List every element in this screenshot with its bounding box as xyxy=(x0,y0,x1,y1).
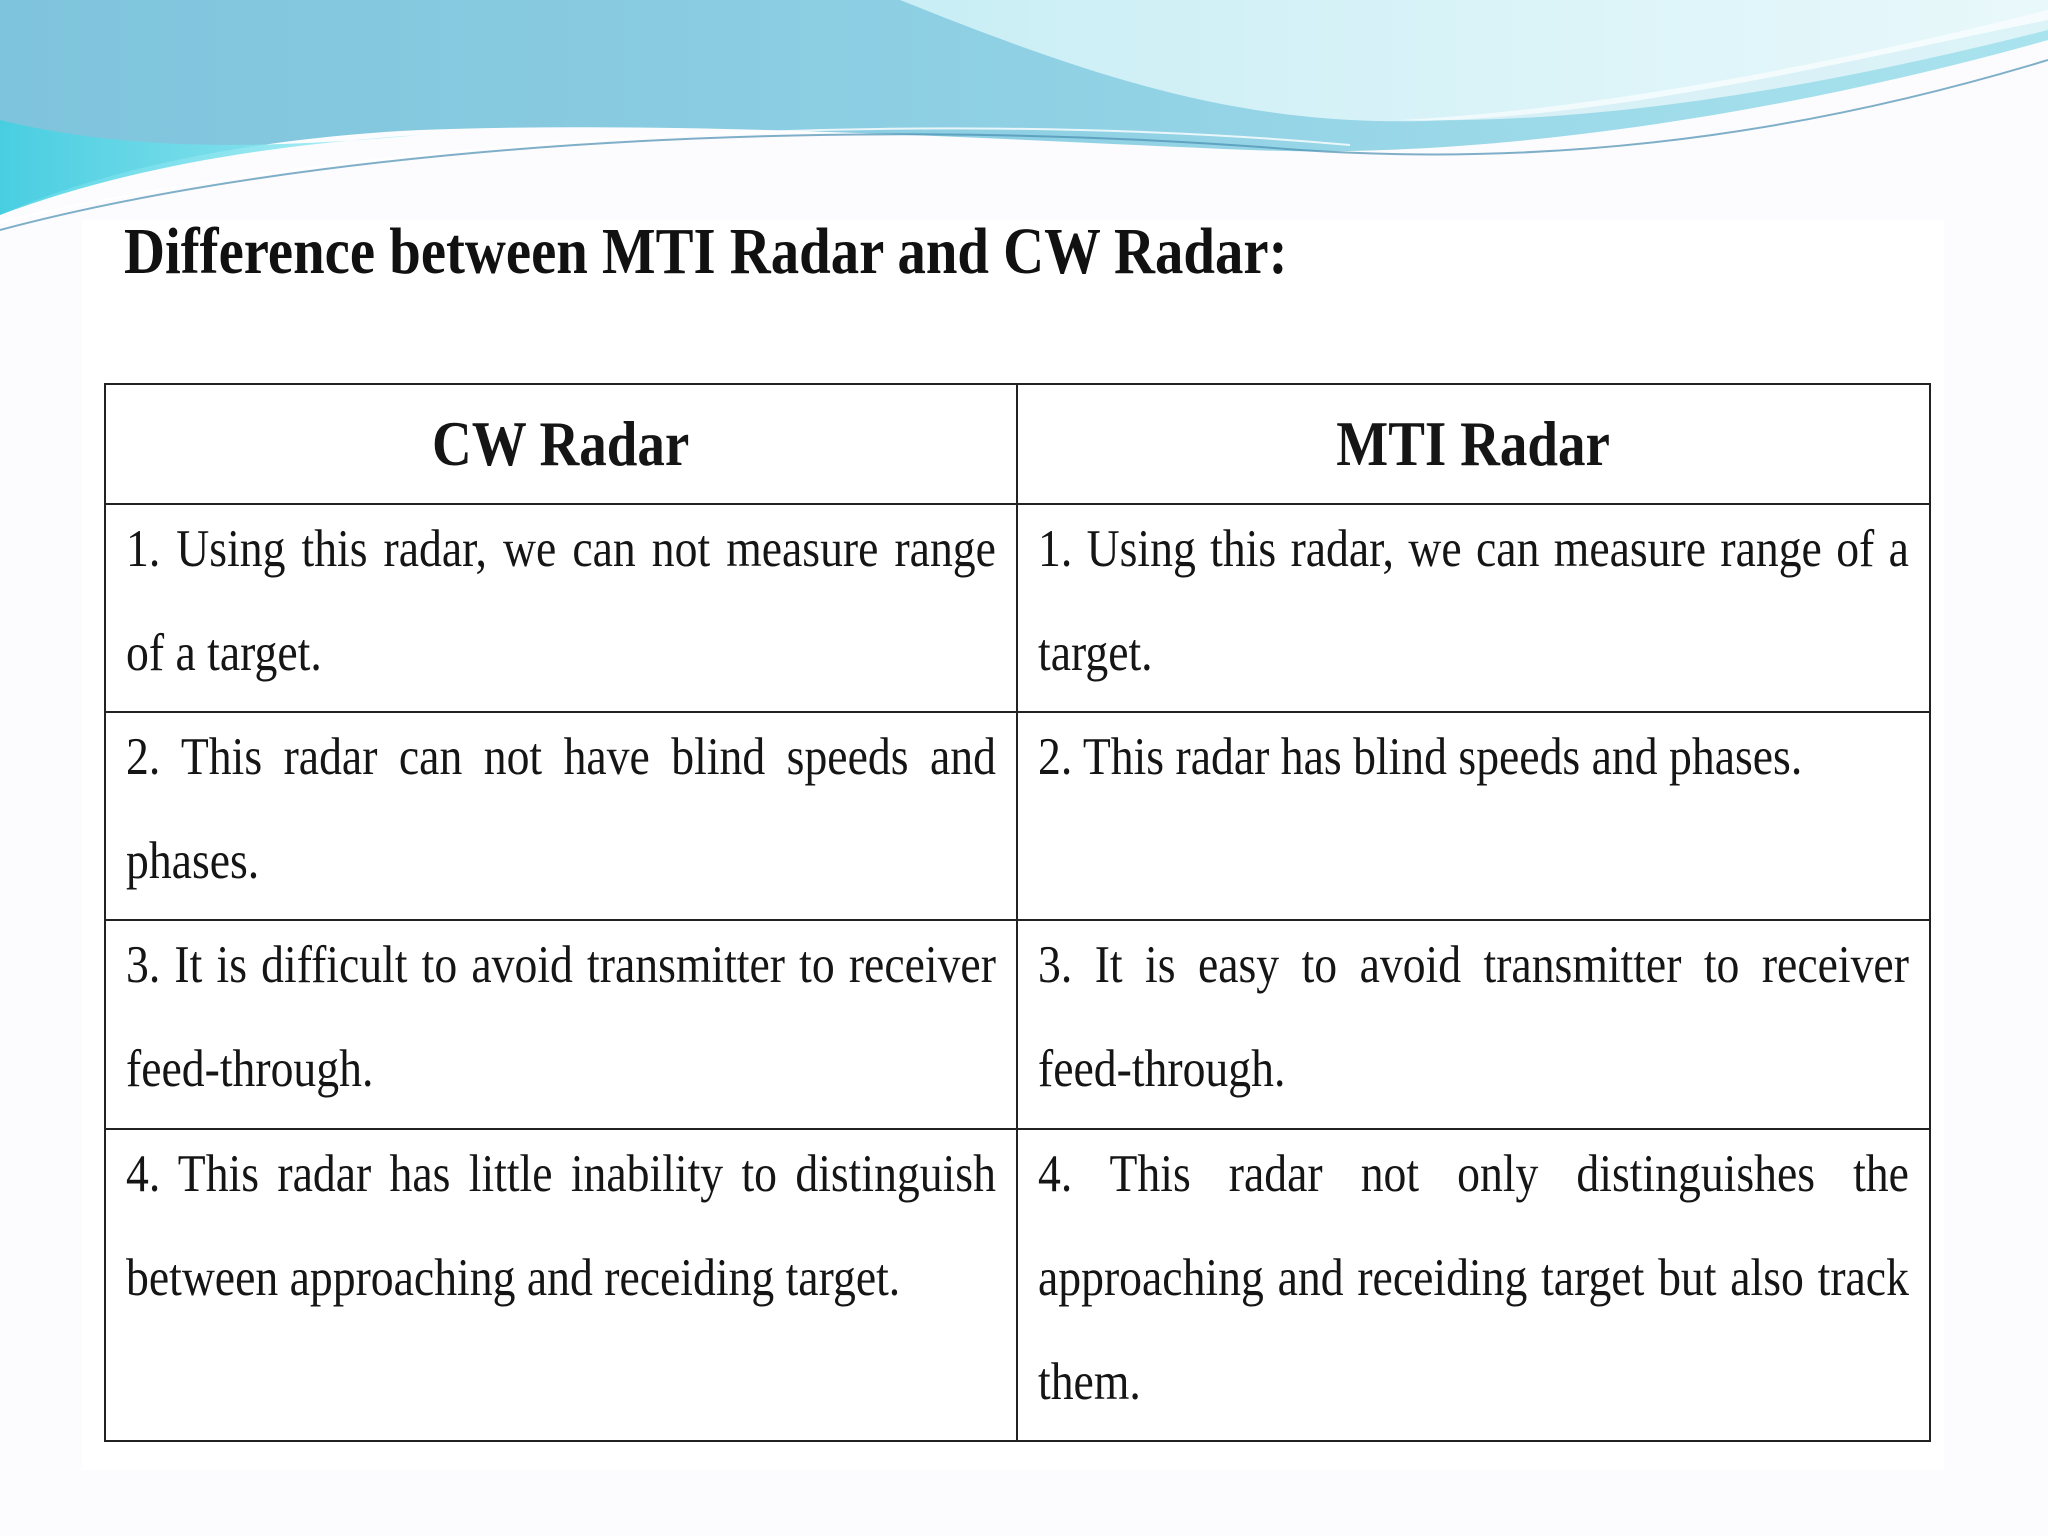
cell-cw xyxy=(105,712,1017,920)
column-header-cw-radar xyxy=(105,384,1017,504)
cell-cw xyxy=(105,504,1017,712)
slide-title: Difference between MTI Radar and CW Radar: xyxy=(124,215,1288,288)
header-label: MTI Radar xyxy=(1336,408,1611,479)
cell-text: 3. It is difficult to avoid transmitter to receiver feed-through. xyxy=(126,936,996,1099)
cell-text: 1. Using this radar, we can not measure range of a target. xyxy=(126,520,996,682)
cell-cw xyxy=(105,1129,1017,1441)
table-row xyxy=(105,920,1930,1128)
header-label: CW Radar xyxy=(432,408,690,479)
table-header-row xyxy=(105,384,1930,504)
cell-text: 4. This radar has little inability to distinguish between approaching and receiding target. xyxy=(126,1144,996,1307)
cell-mti xyxy=(1017,920,1930,1128)
column-header-mti-radar xyxy=(1017,384,1930,504)
cell-cw xyxy=(105,920,1017,1128)
table-row xyxy=(105,1129,1930,1441)
cell-text: 4. This radar not only distinguishes the approaching and receiding target but also track them. xyxy=(1038,1144,1909,1411)
cell-mti xyxy=(1017,1129,1930,1441)
table-row xyxy=(105,504,1930,712)
cell-text: 3. It is easy to avoid transmitter to receiver feed-through. xyxy=(1038,936,1909,1099)
comparison-table xyxy=(104,383,1931,1442)
cell-text: 1. Using this radar, we can measure range of a target. xyxy=(1038,520,1909,682)
table-row xyxy=(105,712,1930,920)
cell-mti xyxy=(1017,712,1930,920)
cell-text: 2. This radar has blind speeds and phases. xyxy=(1038,728,1803,787)
cell-text: 2. This radar can not have blind speeds and phases. xyxy=(126,728,996,891)
cell-mti xyxy=(1017,504,1930,712)
